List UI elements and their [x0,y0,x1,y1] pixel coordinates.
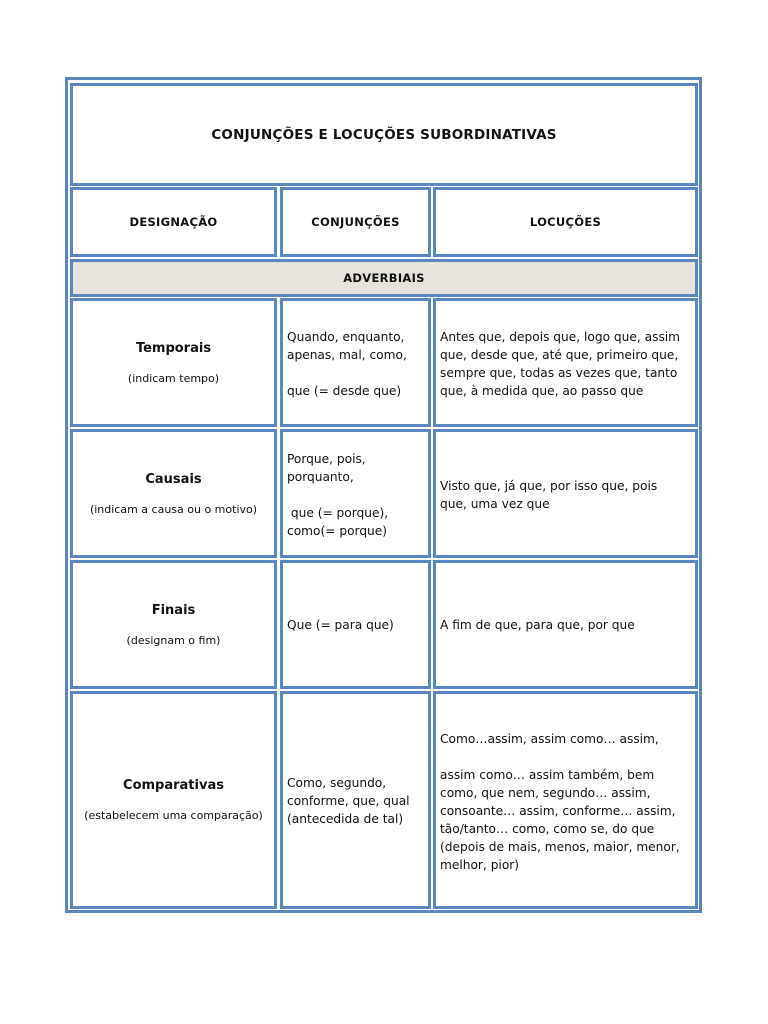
conjuncoes-text: Porque, pois, porquanto, que (= porque), como(= porque) [287,452,389,538]
header-conjuncoes-cell [280,187,431,257]
row-comparativas-conjuncoes [280,691,431,909]
row-description: (designam o fim) [126,633,221,647]
row-description: (indicam tempo) [127,371,220,385]
row-finais-locucoes [433,560,698,689]
row-description: (indicam a causa ou o motivo) [89,502,258,516]
section-title: ADVERBIAIS [343,271,425,285]
row-finais-conjuncoes [280,560,431,689]
conjuncoes-text: Que (= para que) [287,618,394,632]
header-conjuncoes: CONJUNÇÕES [311,215,400,229]
locucoes-text: A fim de que, para que, por que [440,618,635,632]
locucoes-text: Visto que, já que, por isso que, pois que, uma vez que [440,479,658,511]
row-name: Comparativas [123,778,224,793]
row-description: (estabelecem uma comparação) [84,809,263,822]
title-cell [70,83,698,186]
row-name: Finais [151,602,196,618]
conjuncoes-text: Como, segundo, conforme, que, qual (antecedida de tal) [287,776,410,826]
header-designacao-cell [70,187,277,257]
row-finais-designacao [70,560,277,689]
row-name: Temporais [135,340,212,356]
row-causais-designacao [70,429,277,558]
section-band [70,259,698,297]
conjuncoes-text: Quando, enquanto, apenas, mal, como, que (= desde que) [287,330,407,398]
header-designacao: DESIGNAÇÃO [129,215,218,229]
row-causais-conjuncoes [280,429,431,558]
locucoes-text: Antes que, depois que, logo que, assim que, desde que, até que, primeiro que, sempre que, todas as vezes que, tanto que, à medida que, ao passo que [440,330,681,398]
row-comparativas-designacao [70,691,277,909]
locucoes-text: Como…assim, assim como… assim, assim como… assim também, bem como, que nem, segundo… assim, consoante… assim, conforme… assim, tão/tanto… como, como se, do que (depois de mais, menos, maior, menor, melhor, pior) [440,732,680,872]
row-comparativas-locucoes [433,691,698,909]
row-temporais-locucoes [433,298,698,427]
row-temporais-conjuncoes [280,298,431,427]
page-title: CONJUNÇÕES E LOCUÇÕES SUBORDINATIVAS [211,126,557,143]
row-causais-locucoes [433,429,698,558]
row-temporais-designacao [70,298,277,427]
header-locucoes: LOCUÇÕES [529,215,602,229]
header-locucoes-cell [433,187,698,257]
row-name: Causais [145,471,202,487]
